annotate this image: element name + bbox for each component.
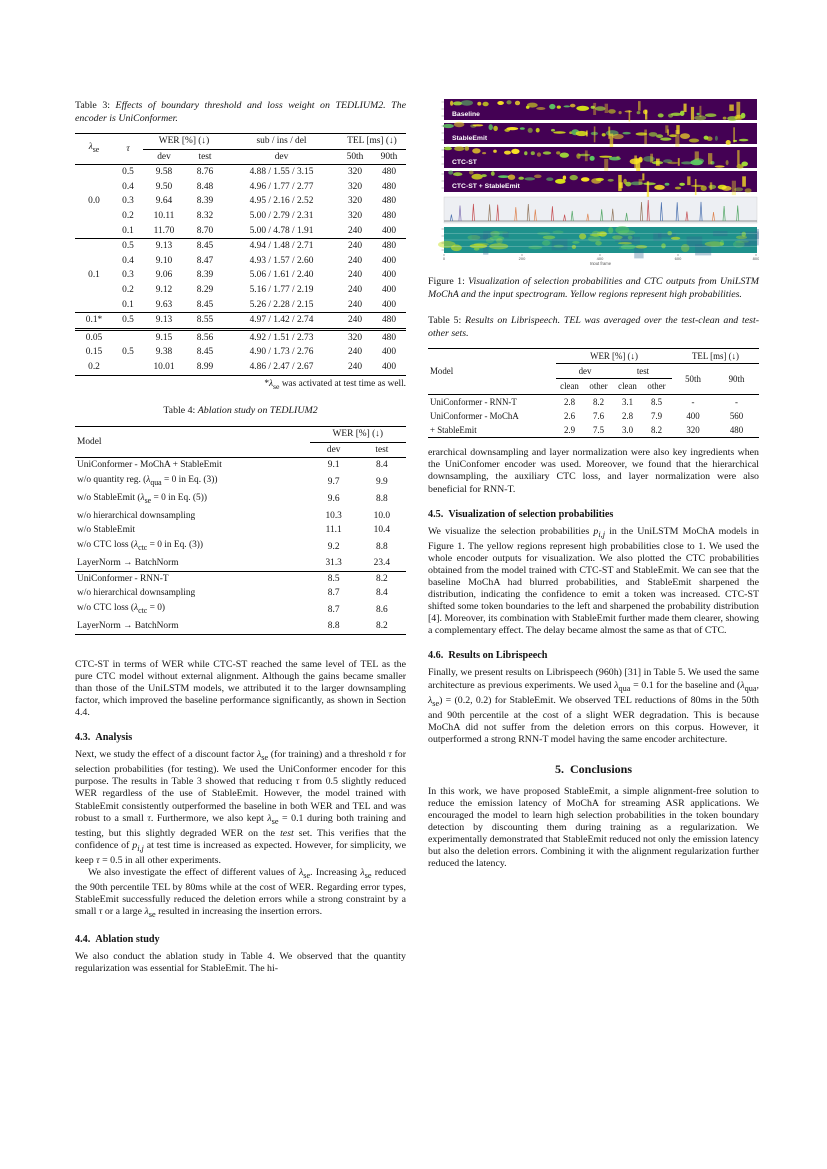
table-cell: 9.6	[327, 494, 340, 505]
table-cell: 240	[338, 239, 372, 254]
paragraph-analysis-2: We also investigate the effect of different values of $\lambda_{se}$. Increasing $\lambda_{se}$ reduced the 90th percentile TEL by 80ms while at the cost of WER. Regarding error types, StableEmit successfully reduced the deletion errors while a strong constraint by a small τ or a large $\lambda_{se}$ resulted in increasing the insertion errors.	[75, 866, 407, 920]
table-cell: 4.86 / 2.47 / 2.67	[249, 361, 314, 372]
table-cell: 400	[381, 347, 397, 358]
table-cell: -	[714, 394, 759, 409]
table-row	[75, 458, 406, 473]
table-cell: 0.5	[122, 347, 134, 358]
table-cell: 8.8	[376, 494, 388, 505]
table-cell	[75, 283, 113, 298]
table-cell: w/o quantity reg. ($\lambda_{qua} = 0$ in Eq. (3))	[77, 475, 218, 488]
column-left	[75, 100, 406, 975]
table-row	[75, 239, 406, 254]
figure1-caption	[428, 276, 759, 301]
col-header-tel: TEL [ms] (↓)	[338, 134, 406, 150]
table-cell: 9.1	[310, 458, 358, 473]
heatmap-panel-label: CTC-ST + StableEmit	[452, 183, 520, 190]
table-row	[75, 491, 406, 509]
table-row	[428, 409, 759, 423]
table-cell: 9.9	[376, 476, 388, 487]
table-cell	[75, 209, 113, 224]
table-cell: w/o StableEmit	[77, 525, 136, 536]
table3-caption-label: Table 3:	[75, 100, 110, 111]
figure1-caption-text: Visualization of selection probabilities and CTC outputs from UniLSTM MoChA and the input spectrogram. Yellow regions represent high probabilities.	[428, 276, 759, 300]
table-cell: 2.9	[563, 425, 576, 436]
table-cell: 9.38	[155, 347, 173, 358]
table-cell: UniConformer - RNN-T	[428, 394, 556, 409]
col-header-90th: 90th	[372, 149, 406, 165]
table-cell: 8.32	[196, 210, 214, 221]
table-cell: 240	[347, 284, 363, 295]
table-cell: 0.1	[122, 225, 134, 236]
table-cell: 8.4	[358, 458, 406, 473]
x-tick-label: 600	[674, 256, 682, 261]
table-cell: 11.70	[153, 225, 175, 236]
table-cell: 320	[347, 196, 363, 207]
ctc-spike-panel	[444, 197, 757, 223]
heatmap-panel	[444, 170, 757, 197]
x-tick-label: 200	[518, 256, 526, 261]
x-tick-label: 800	[752, 256, 759, 261]
col-header-clean-test: clean	[614, 379, 641, 394]
table3-caption-text: Effects of boundary threshold and loss weight on TEDLIUM2. The encoder is UniConformer.	[75, 100, 406, 124]
table-cell: 5.16 / 1.77 / 2.19	[249, 284, 314, 295]
table-cell: 8.48	[196, 181, 214, 192]
table-cell: 8.45	[196, 299, 214, 310]
table-cell: 480	[729, 425, 744, 436]
table-cell: 2.8	[556, 394, 583, 409]
table-row	[428, 423, 759, 438]
table-cell: 8.6	[376, 604, 388, 615]
table-row	[75, 601, 406, 619]
table5-caption	[428, 315, 759, 340]
table-cell: 0.4	[122, 255, 134, 266]
table-cell: 8.45	[196, 347, 214, 358]
table-cell: 8.5	[310, 571, 358, 586]
col-header-test: test	[185, 149, 225, 165]
table-cell	[113, 329, 143, 345]
x-tick-label: 0	[442, 256, 446, 261]
table-cell: 400	[686, 410, 700, 421]
table-cell: 8.2	[583, 394, 614, 409]
table-cell: 8.5	[641, 394, 672, 409]
table-cell: LayerNorm → BatchNorm	[77, 557, 179, 568]
table-row	[75, 571, 406, 586]
table-cell: 400	[381, 361, 397, 372]
table4-caption-label: Table 4:	[163, 405, 196, 417]
table4-header-row	[75, 426, 406, 442]
col-header-model: Model	[428, 349, 556, 395]
table-row	[75, 298, 406, 313]
table-row	[75, 254, 406, 269]
figure1-caption-label: Figure 1:	[428, 276, 465, 287]
table-cell: 9.50	[155, 181, 173, 192]
table4-caption-text: Ablation study on TEDLIUM2	[197, 405, 318, 417]
table-cell: 10.01	[153, 361, 175, 372]
table-cell: 9.13	[143, 313, 185, 330]
paragraph-ctcst: CTC-ST in terms of WER while CTC-ST reached the same level of TEL as the pure CTC model without external alignment. Although the gains became smaller than those of the UniLSTM models, we attributed it to the larger downsampling factor, which improved the baseline performance significantly, as shown in Section 4.4.	[75, 658, 406, 719]
figure1-plot	[428, 99, 759, 265]
table-cell: 3.0	[621, 425, 634, 436]
table-row	[75, 538, 406, 556]
table-cell: 9.63	[155, 299, 173, 310]
paragraph-visualization: We visualize the selection probabilities $p_{i,j}$ in the UniLSTM MoChA models in Figure 1. The yellow regions represent high probabilities close to 1. We used the whole encoder outputs for visualization. We also plotted the CTC probabilities obtained from the model trained with CTC-ST and StableEmit. We can see that the baseline MoChA had blurred probabilities, and StableEmit sharpened the distribution, indicating the confidence to emit a token was increased. CTC-ST shifted some token boundaries to the left and sharpened the probability distribution [4]. Moreover, its combination with StableEmit further made them clearer, showing a complementary effect. The delay became almost the same as that of CTC.	[428, 525, 759, 637]
col-header-other-test: other	[641, 379, 672, 394]
col-header-50th: 50th	[338, 149, 372, 165]
col-header-test: test	[358, 442, 406, 458]
table-cell: 7.9	[650, 410, 663, 421]
table-cell: 8.45	[185, 239, 225, 254]
col-header-test: test	[614, 364, 672, 379]
table-cell: 2.6	[563, 410, 576, 421]
table-row	[75, 619, 406, 634]
table-cell: 560	[729, 410, 744, 421]
table4	[75, 426, 406, 635]
table-cell: 480	[381, 196, 397, 207]
table-cell: 4.92 / 1.51 / 2.73	[225, 329, 338, 345]
table-cell: 8.76	[185, 165, 225, 180]
table-cell: 320	[338, 165, 372, 180]
table-cell	[75, 165, 113, 180]
heatmap-panel	[444, 146, 757, 173]
table-cell: 0.2	[122, 210, 134, 221]
table-cell: 9.06	[155, 270, 173, 281]
table-cell: 0.4	[122, 181, 134, 192]
table-row	[75, 509, 406, 524]
figure-x-axis-label: Input frame	[589, 261, 612, 265]
table-cell: 9.10	[155, 255, 173, 266]
table-row	[75, 360, 406, 375]
table-cell: 400	[381, 255, 397, 266]
table-row	[75, 224, 406, 239]
table-row	[75, 209, 406, 224]
col-header-lambda: $\lambda_{se}$	[75, 134, 113, 165]
table-cell: 400	[381, 299, 397, 310]
table-cell: 5.00 / 2.79 / 2.31	[249, 210, 314, 221]
table-cell: 0.1	[88, 270, 100, 281]
table-cell: 8.99	[196, 361, 214, 372]
table-cell: 400	[381, 225, 397, 236]
table-cell: w/o hierarchical downsampling	[77, 510, 196, 521]
table-cell: 8.2	[376, 620, 388, 631]
heatmap-panel-label: CTC-ST	[452, 159, 477, 166]
col-header-dev: dev	[143, 149, 185, 165]
table-cell: -	[672, 394, 714, 409]
table-cell	[75, 298, 113, 313]
table-cell: 9.7	[327, 476, 340, 487]
table3	[75, 133, 406, 376]
table-cell: 8.8	[327, 620, 340, 631]
table-cell: 480	[381, 210, 397, 221]
table-cell: 8.7	[327, 604, 340, 615]
table-cell: 320	[347, 181, 363, 192]
heatmap-panel	[444, 99, 757, 122]
table-row	[75, 165, 406, 180]
table-cell: 480	[372, 239, 406, 254]
table-cell	[75, 254, 113, 269]
table-cell: 8.29	[196, 284, 214, 295]
col-header-dev: dev	[556, 364, 614, 379]
table-cell: 9.12	[155, 284, 173, 295]
table-cell: 8.39	[196, 270, 214, 281]
col-header-90th: 90th	[714, 364, 759, 394]
table5	[428, 348, 759, 438]
table-cell: 0.1*	[75, 313, 113, 330]
table-cell: 4.95 / 2.16 / 2.52	[249, 196, 314, 207]
table-cell: 480	[372, 313, 406, 330]
table-cell: 8.2	[358, 571, 406, 586]
table-row	[75, 473, 406, 491]
table-cell: w/o hierarchical downsampling	[77, 588, 196, 599]
table-cell: 8.56	[185, 329, 225, 345]
table-cell: 0.2	[88, 361, 100, 372]
table-row	[75, 329, 406, 345]
table-cell: 8.7	[327, 588, 340, 599]
table-cell: 240	[347, 255, 363, 266]
table-row	[75, 556, 406, 571]
table-cell: 8.55	[185, 313, 225, 330]
table-cell: 8.47	[196, 255, 214, 266]
table-cell: 8.8	[376, 541, 388, 552]
section-heading-4-6: 4.6. Results on Librispeech	[428, 650, 548, 662]
table-cell: 9.58	[143, 165, 185, 180]
table-cell: 4.94 / 1.48 / 2.71	[225, 239, 338, 254]
table3-header-row	[75, 134, 406, 150]
table-cell: 8.70	[196, 225, 214, 236]
table-cell: UniConformer - MoChA + StableEmit	[75, 458, 310, 473]
table-cell: 5.26 / 2.28 / 2.15	[249, 299, 314, 310]
table-row	[75, 345, 406, 360]
table-cell: 0.3	[122, 270, 134, 281]
table-row	[75, 523, 406, 538]
table-cell: 23.4	[373, 557, 391, 568]
table-row	[75, 268, 406, 283]
section-heading-5: 5. Conclusions	[554, 761, 633, 776]
table-cell: 5.00 / 4.78 / 1.91	[249, 225, 314, 236]
table-cell: 4.90 / 1.73 / 2.76	[249, 347, 314, 358]
table-cell: 0.5	[113, 239, 143, 254]
table-cell: w/o CTC loss $(\lambda_{ctc} = 0)$	[77, 603, 166, 616]
table-cell: 0.3	[122, 196, 134, 207]
table-cell: 10.3	[325, 510, 342, 521]
col-header-subinsdel: sub / ins / del	[225, 134, 338, 150]
table-cell: 240	[347, 270, 363, 281]
table-cell: 7.6	[592, 410, 605, 421]
paragraph-librispeech: Finally, we present results on Librispeech (960h) [31] in Table 5. We used the same architecture as previous experiments. We used $\lambda_{qua} = 0.1$ for the baseline and ($\lambda_{qua}$, $\lambda_{se}) = (0.2$, 0.2) for StableEmit. We observed TEL reductions of 80ms in the 50th and 90th percentile at the cost of a slight WER degradation. This is because MoChA did not suffer from the deletion errors on this corpus. However, it outperformed a strong RNN-T model having the same encoder architecture.	[428, 667, 759, 745]
table-row	[75, 194, 406, 209]
table-cell: 320	[686, 425, 700, 436]
table-cell: 4.97 / 1.42 / 2.74	[225, 313, 338, 330]
table-cell: 240	[347, 225, 363, 236]
table-cell: 2.8	[621, 410, 634, 421]
table-cell: 9.13	[143, 239, 185, 254]
table-cell: 400	[381, 284, 397, 295]
table-cell: 8.4	[376, 588, 388, 599]
table5-caption-text: Results on Librispeech. TEL was averaged over the test-clean and test-other sets.	[428, 315, 759, 339]
table-cell: LayerNorm → BatchNorm	[77, 620, 179, 631]
table-row	[75, 283, 406, 298]
table-cell: 0.05	[75, 329, 113, 345]
paragraph-ablation: We also conduct the ablation study in Table 4. We observed that the quantity regularization was essential for StableEmit. The hi-	[75, 951, 406, 975]
table-cell: UniConformer - MoChA	[430, 410, 519, 421]
table-cell: 8.39	[196, 196, 214, 207]
table-cell: 0.5	[113, 313, 143, 330]
table-row	[75, 586, 406, 601]
figure-x-axis	[443, 254, 759, 265]
table5-header-row	[428, 349, 759, 364]
table-cell: 7.5	[592, 425, 605, 436]
table-cell: 31.3	[325, 557, 342, 568]
column-right	[428, 99, 759, 871]
table-cell: 3.1	[614, 394, 641, 409]
col-header-dev: dev	[310, 442, 358, 458]
col-header-wer: WER [%] (↓)	[310, 426, 406, 442]
table3-caption	[75, 100, 406, 125]
paragraph-analysis-1: Next, we study the effect of a discount factor $\lambda_{se}$ (for training) and a threshold τ for selection probabilities (for testing). We used the UniConformer encoder for this purpose. The results in Table 3 showed that reducing τ from 0.5 slightly reduced WER regardless of the use of StableEmit. However, the model trained with StableEmit consistently outperformed the baseline in both WER and TEL and was robust to a small τ. Furthermore, we also kept $\lambda_{se} = 0.1$ during both training and testing, but this slightly degraded WER on the test set. This verifies that the confidence of $p_{i,j}$ at test time is increased as expected. However, for simplicity, we keep τ = 0.5 in all other experiments.	[75, 749, 407, 866]
table-cell	[75, 224, 113, 239]
table-cell: + StableEmit	[430, 425, 477, 436]
table-cell: 240	[347, 347, 363, 358]
figure1	[428, 99, 759, 270]
table-row	[428, 394, 759, 409]
table-cell	[75, 239, 113, 254]
table-cell	[75, 180, 113, 195]
table-cell: 4.96 / 1.77 / 2.77	[249, 181, 314, 192]
col-header-wer: WER [%] (↓)	[556, 349, 672, 364]
table-cell: 0.2	[122, 284, 134, 295]
table-cell: 320	[338, 329, 372, 345]
col-header-50th: 50th	[672, 364, 714, 394]
table-cell: 0.0	[88, 196, 100, 207]
table-cell: 480	[381, 181, 397, 192]
table-row	[75, 180, 406, 195]
table-cell: 10.4	[373, 525, 391, 536]
table-cell: 240	[347, 361, 363, 372]
section-heading-4-4: 4.4. Ablation study	[75, 934, 160, 946]
table-cell: 0.15	[85, 347, 103, 358]
table-cell: 480	[372, 165, 406, 180]
table-cell: 10.11	[153, 210, 175, 221]
table5-caption-label: Table 5:	[428, 315, 462, 326]
table-cell: 0.5	[113, 165, 143, 180]
table4-caption	[75, 405, 406, 418]
table-cell: 9.64	[155, 196, 173, 207]
paragraph-ablation-cont: erarchical downsampling and layer normalization were also key ingredients when the UniConfomer encoder was used. Moreover, we found that the hierarchical downsampling, the auxiliary CTC loss, and layer normalization were also beneficial for RNN-T.	[428, 447, 759, 495]
col-header-other-dev: other	[583, 379, 614, 394]
table-cell: 8.2	[650, 425, 663, 436]
table-row	[75, 313, 406, 330]
col-header-clean-dev: clean	[556, 379, 583, 394]
table-cell: 4.93 / 1.57 / 2.60	[249, 255, 314, 266]
col-header-tau: τ	[113, 134, 143, 165]
table-cell: 5.06 / 1.61 / 2.40	[249, 270, 314, 281]
col-header-wer: WER [%] (↓)	[143, 134, 225, 150]
table-cell: 11.1	[325, 525, 342, 536]
table-cell: 4.88 / 1.55 / 3.15	[225, 165, 338, 180]
table3-footnote: $*\lambda_{se}$ was activated at test time as well.	[264, 378, 406, 391]
table-cell: 240	[338, 313, 372, 330]
spectrogram-panel	[438, 226, 759, 258]
section-heading-4-3: 4.3. Analysis	[75, 732, 133, 744]
table-cell: 320	[347, 210, 363, 221]
table-cell: 480	[372, 329, 406, 345]
table-cell	[113, 360, 143, 375]
table-cell: 400	[381, 270, 397, 281]
table-cell: 10.0	[373, 510, 391, 521]
table-cell: 0.1	[122, 299, 134, 310]
col-header-tel: TEL [ms] (↓)	[672, 349, 759, 364]
paragraph-conclusions: In this work, we have proposed StableEmit, a simple alignment-free solution to reduce the emission latency of MoChA for streaming ASR applications. We encouraged the model to learn high selection probabilities in the token boundary detection by discounting them during training as a regularization. We experimentally demonstrated that StableEmit reduced not only the emission latency but also the deletion errors. Combining it with the alignment regularization further reduced the latency.	[428, 785, 759, 870]
table-cell: w/o CTC loss ($\lambda_{ctc} = 0$ in Eq. (3))	[77, 540, 204, 553]
heatmap-panel-label: StableEmit	[452, 135, 488, 142]
table-cell: w/o StableEmit ($\lambda_{se} = 0$ in Eq. (5))	[77, 492, 207, 505]
heatmap-panel-label: Baseline	[452, 111, 480, 118]
x-tick-label: 400	[596, 256, 604, 261]
table-cell: 9.2	[327, 541, 340, 552]
table-cell: 240	[347, 299, 363, 310]
heatmap-panel	[443, 122, 757, 147]
table-cell: UniConformer - RNN-T	[75, 571, 310, 586]
col-header-dev2: dev	[225, 149, 338, 165]
col-header-model: Model	[75, 426, 310, 458]
table-cell: 9.15	[143, 329, 185, 345]
section-heading-4-5: 4.5. Visualization of selection probabilities	[428, 508, 614, 520]
